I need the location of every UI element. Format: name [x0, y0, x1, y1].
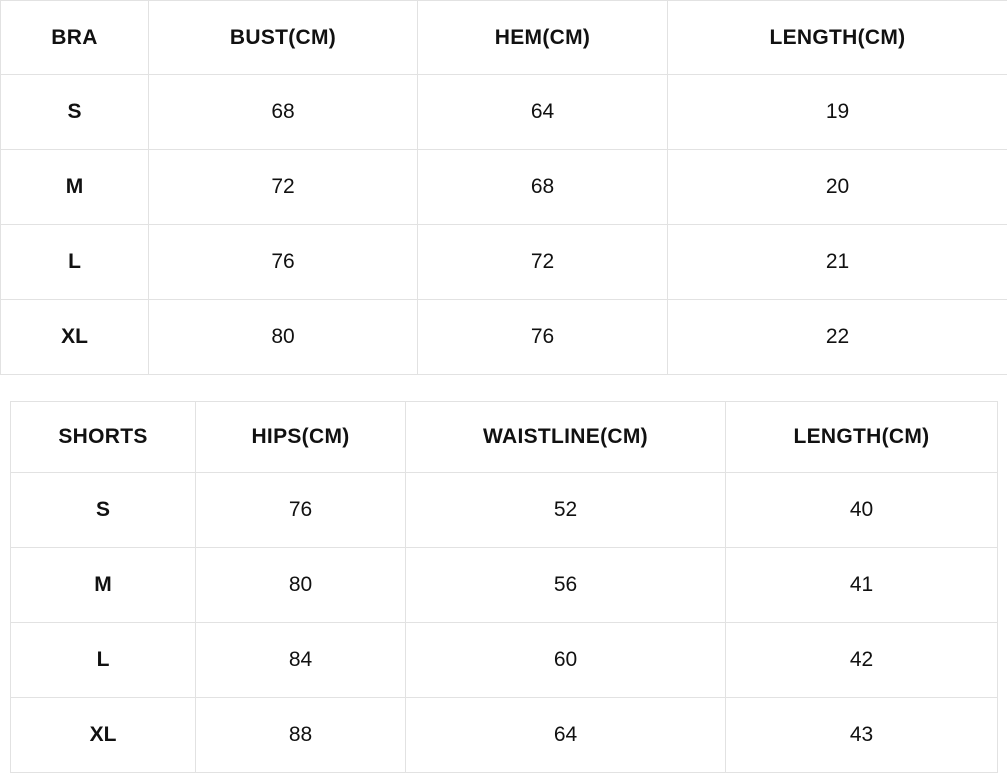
size-label: XL: [1, 300, 149, 375]
shorts-table-body: [11, 473, 998, 773]
table-row: [11, 548, 998, 623]
column-header-length: LENGTH(CM): [668, 1, 1007, 75]
waistline-value: 52: [406, 473, 726, 548]
table-row: [11, 623, 998, 698]
column-header-length: LENGTH(CM): [726, 402, 998, 473]
bust-value: 80: [149, 300, 418, 375]
table-row: [1, 225, 1007, 300]
waistline-value: 56: [406, 548, 726, 623]
table-row: [1, 150, 1007, 225]
shorts-table-header: [11, 402, 998, 473]
waistline-value: 64: [406, 698, 726, 773]
hem-value: 64: [418, 75, 668, 150]
bust-value: 68: [149, 75, 418, 150]
size-label: M: [1, 150, 149, 225]
table-row: [11, 698, 998, 773]
size-label: L: [11, 623, 196, 698]
size-label: S: [1, 75, 149, 150]
hips-value: 84: [196, 623, 406, 698]
table-row: [1, 300, 1007, 375]
table-header-row: [11, 402, 998, 473]
length-value: 21: [668, 225, 1007, 300]
length-value: 22: [668, 300, 1007, 375]
size-label: S: [11, 473, 196, 548]
table-row: [1, 75, 1007, 150]
bust-value: 72: [149, 150, 418, 225]
hips-value: 76: [196, 473, 406, 548]
size-label: M: [11, 548, 196, 623]
length-value: 42: [726, 623, 998, 698]
column-header-waistline: WAISTLINE(CM): [406, 402, 726, 473]
waistline-value: 60: [406, 623, 726, 698]
hem-value: 68: [418, 150, 668, 225]
length-value: 20: [668, 150, 1007, 225]
size-label: XL: [11, 698, 196, 773]
table-divider-gap: [0, 375, 1007, 401]
column-header-hips: HIPS(CM): [196, 402, 406, 473]
length-value: 40: [726, 473, 998, 548]
table-header-row: [1, 1, 1007, 75]
hips-value: 88: [196, 698, 406, 773]
bra-table-header: [1, 1, 1007, 75]
hem-value: 72: [418, 225, 668, 300]
shorts-size-table: [10, 401, 998, 773]
column-header-hem: HEM(CM): [418, 1, 668, 75]
bust-value: 76: [149, 225, 418, 300]
hips-value: 80: [196, 548, 406, 623]
hem-value: 76: [418, 300, 668, 375]
length-value: 41: [726, 548, 998, 623]
length-value: 19: [668, 75, 1007, 150]
bra-table-body: [1, 75, 1007, 375]
column-header-bust: BUST(CM): [149, 1, 418, 75]
table-row: [11, 473, 998, 548]
bra-size-table: [0, 0, 1007, 375]
column-header-shorts: SHORTS: [11, 402, 196, 473]
length-value: 43: [726, 698, 998, 773]
column-header-bra: BRA: [1, 1, 149, 75]
size-label: L: [1, 225, 149, 300]
